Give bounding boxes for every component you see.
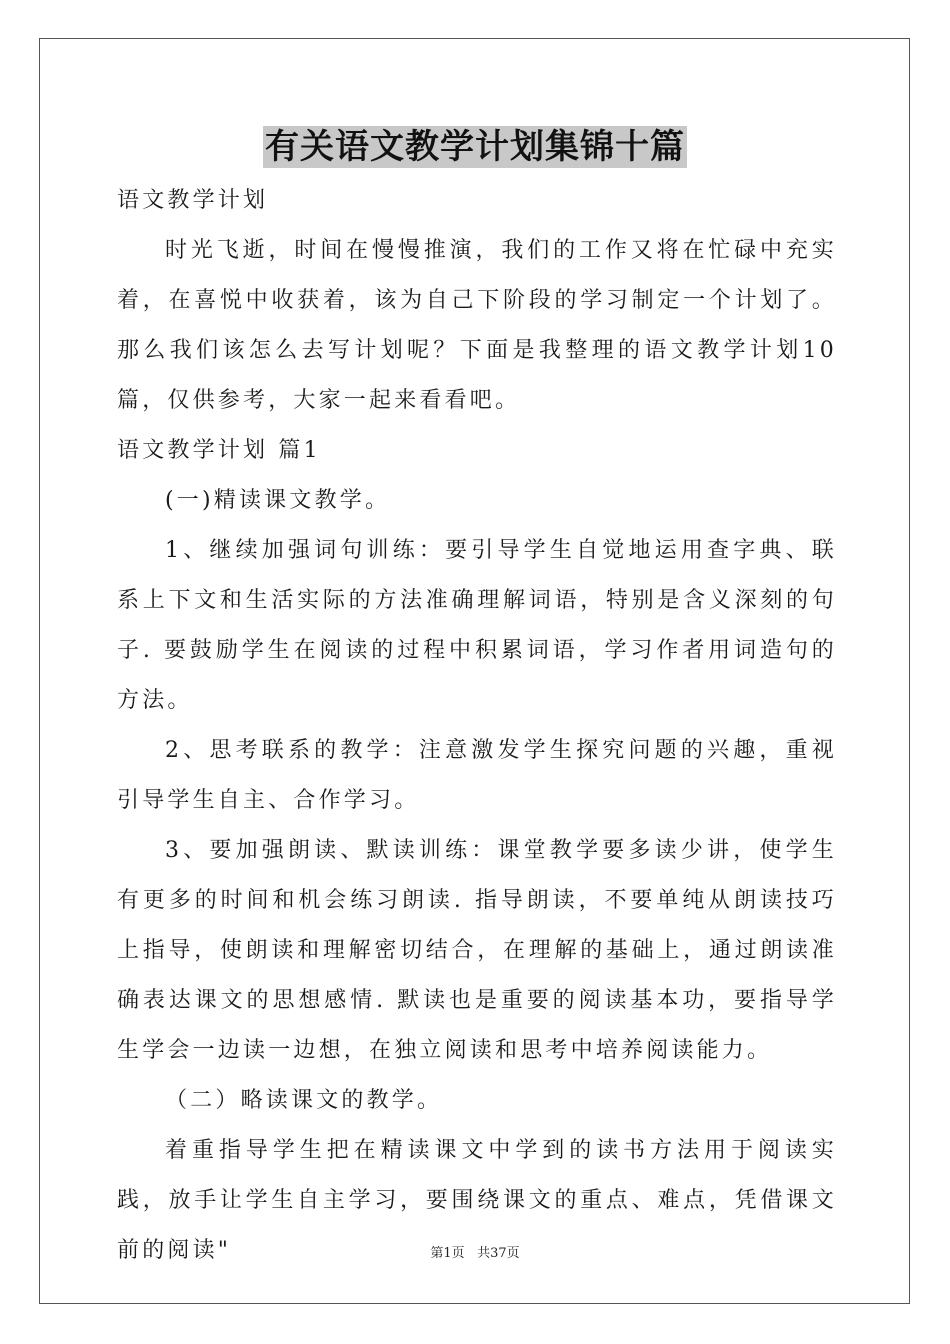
paragraph: 着重指导学生把在精读课文中学到的读书方法用于阅读实践，放手让学生自主学习，要围绕课文的重点、难点，凭借课文前的阅读"	[117, 1138, 837, 1263]
page-footer	[0, 1244, 950, 1264]
paragraph: 时光飞逝，时间在慢慢推演，我们的工作又将在忙碌中充实着，在喜悦中收获着，该为自己下阶段的学习制定一个计划了。那么我们该怎么去写计划呢？下面是我整理的语文教学计划10篇，仅供参考，大家一起来看看吧。	[117, 238, 837, 413]
paragraph: （二）略读课文的教学。	[165, 1088, 443, 1113]
paragraph: 3、要加强朗读、默读训练：课堂教学要多读少讲，使学生有更多的时间和机会练习朗读. 指导朗读，不要单纯从朗读技巧上指导，使朗读和理解密切结合，在理解的基础上，通过朗读准确表达课文的思想感情. 默读也是重要的阅读基本功，要指导学生学会一边读一边想，在独立阅读和思考中培养阅读能力。	[117, 838, 837, 1063]
paragraph: 1、继续加强词句训练：要引导学生自觉地运用查字典、联系上下文和生活实际的方法准确理解词语，特别是含义深刻的句子. 要鼓励学生在阅读的过程中积累词语，学习作者用词造句的方法。	[117, 538, 837, 713]
section-heading: 语文教学计划	[117, 188, 269, 213]
document-title: 有关语文教学计划集锦十篇	[265, 127, 685, 167]
section-heading: 语文教学计划 篇1	[117, 438, 321, 463]
paragraph: 2、思考联系的教学：注意激发学生探究问题的兴趣，重视引导学生自主、合作学习。	[117, 738, 837, 813]
page-total: 共37页	[477, 1246, 520, 1261]
title-wrap	[0, 126, 950, 168]
page-number: 第1页	[430, 1246, 465, 1261]
document-body	[117, 176, 837, 1276]
paragraph: (一)精读课文教学。	[165, 488, 391, 513]
